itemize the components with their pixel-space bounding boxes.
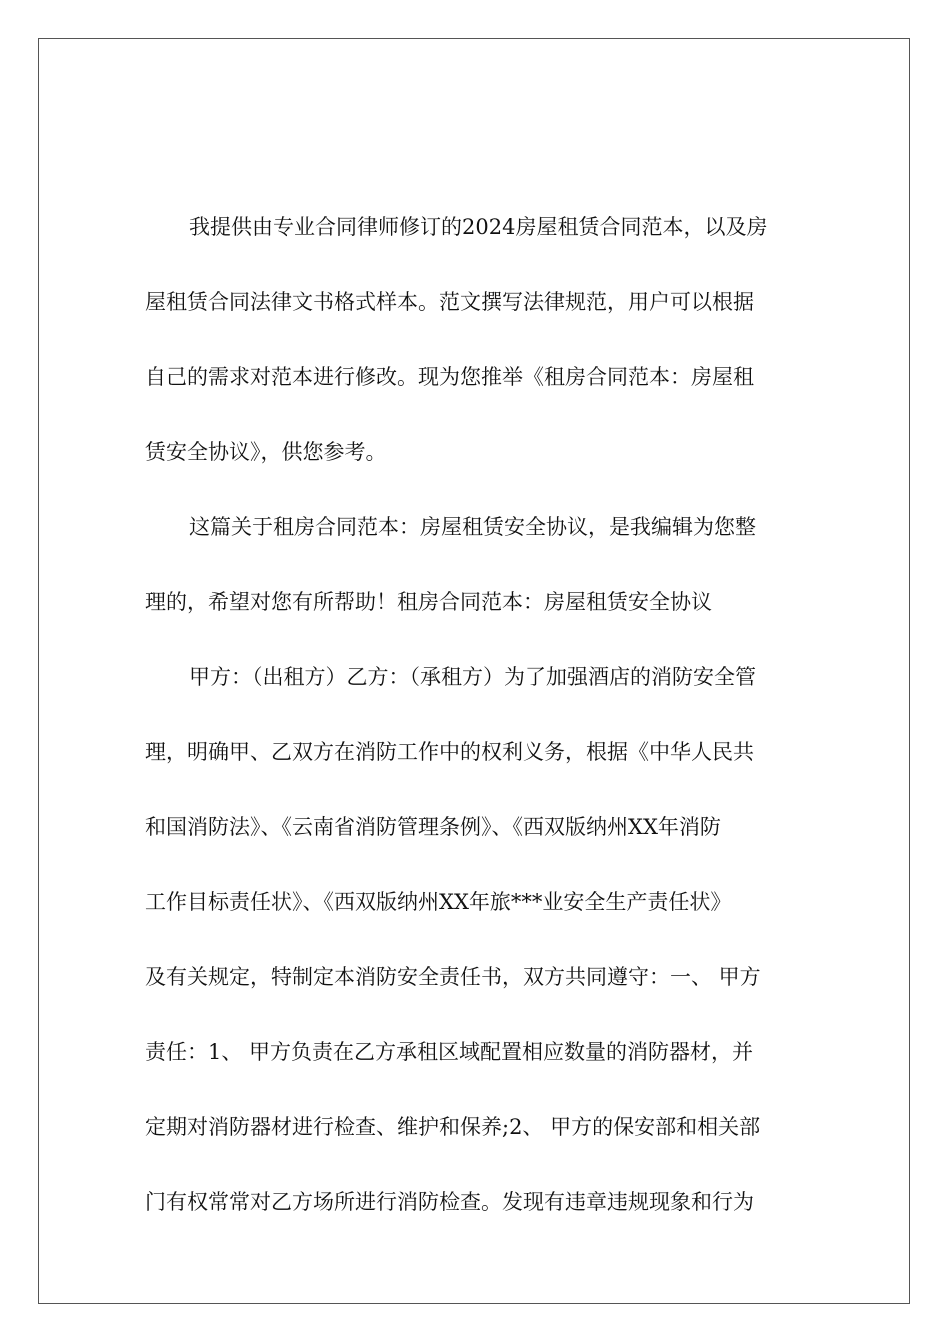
text-line: 我提供由专业合同律师修订的2024房屋租赁合同范本，以及房 [189,215,768,239]
text-line: 门有权常常对乙方场所进行消防检查。发现有违章违规现象和行为 [145,1190,754,1214]
text-line: 自己的需求对范本进行修改。现为您推举《租房合同范本：房屋租 [145,365,754,389]
text-line: 屋租赁合同法律文书格式样本。范文撰写法律规范，用户可以根据 [145,290,754,314]
text-line: 理的，希望对您有所帮助！租房合同范本：房屋租赁安全协议 [145,590,712,614]
document-body [145,190,805,1240]
text-line: 理，明确甲、乙双方在消防工作中的权利义务，根据《中华人民共 [145,740,754,764]
text-line: 和国消防法》、《云南省消防管理条例》、《西双版纳州XX年消防 [145,815,721,839]
text-line: 工作目标责任状》、《西双版纳州XX年旅***业安全生产责任状》 [145,890,732,914]
text-line: 这篇关于租房合同范本：房屋租赁安全协议，是我编辑为您整 [189,515,756,539]
text-line: 甲方：（出租方）乙方：（承租方）为了加强酒店的消防安全管 [189,665,756,689]
text-line: 及有关规定，特制定本消防安全责任书，双方共同遵守：一、 甲方 [145,965,761,989]
text-line: 责任：1、 甲方负责在乙方承租区域配置相应数量的消防器材，并 [145,1040,754,1064]
text-line: 定期对消防器材进行检查、维护和保养;2、 甲方的保安部和相关部 [145,1115,761,1139]
text-line: 赁安全协议》，供您参考。 [145,440,387,464]
